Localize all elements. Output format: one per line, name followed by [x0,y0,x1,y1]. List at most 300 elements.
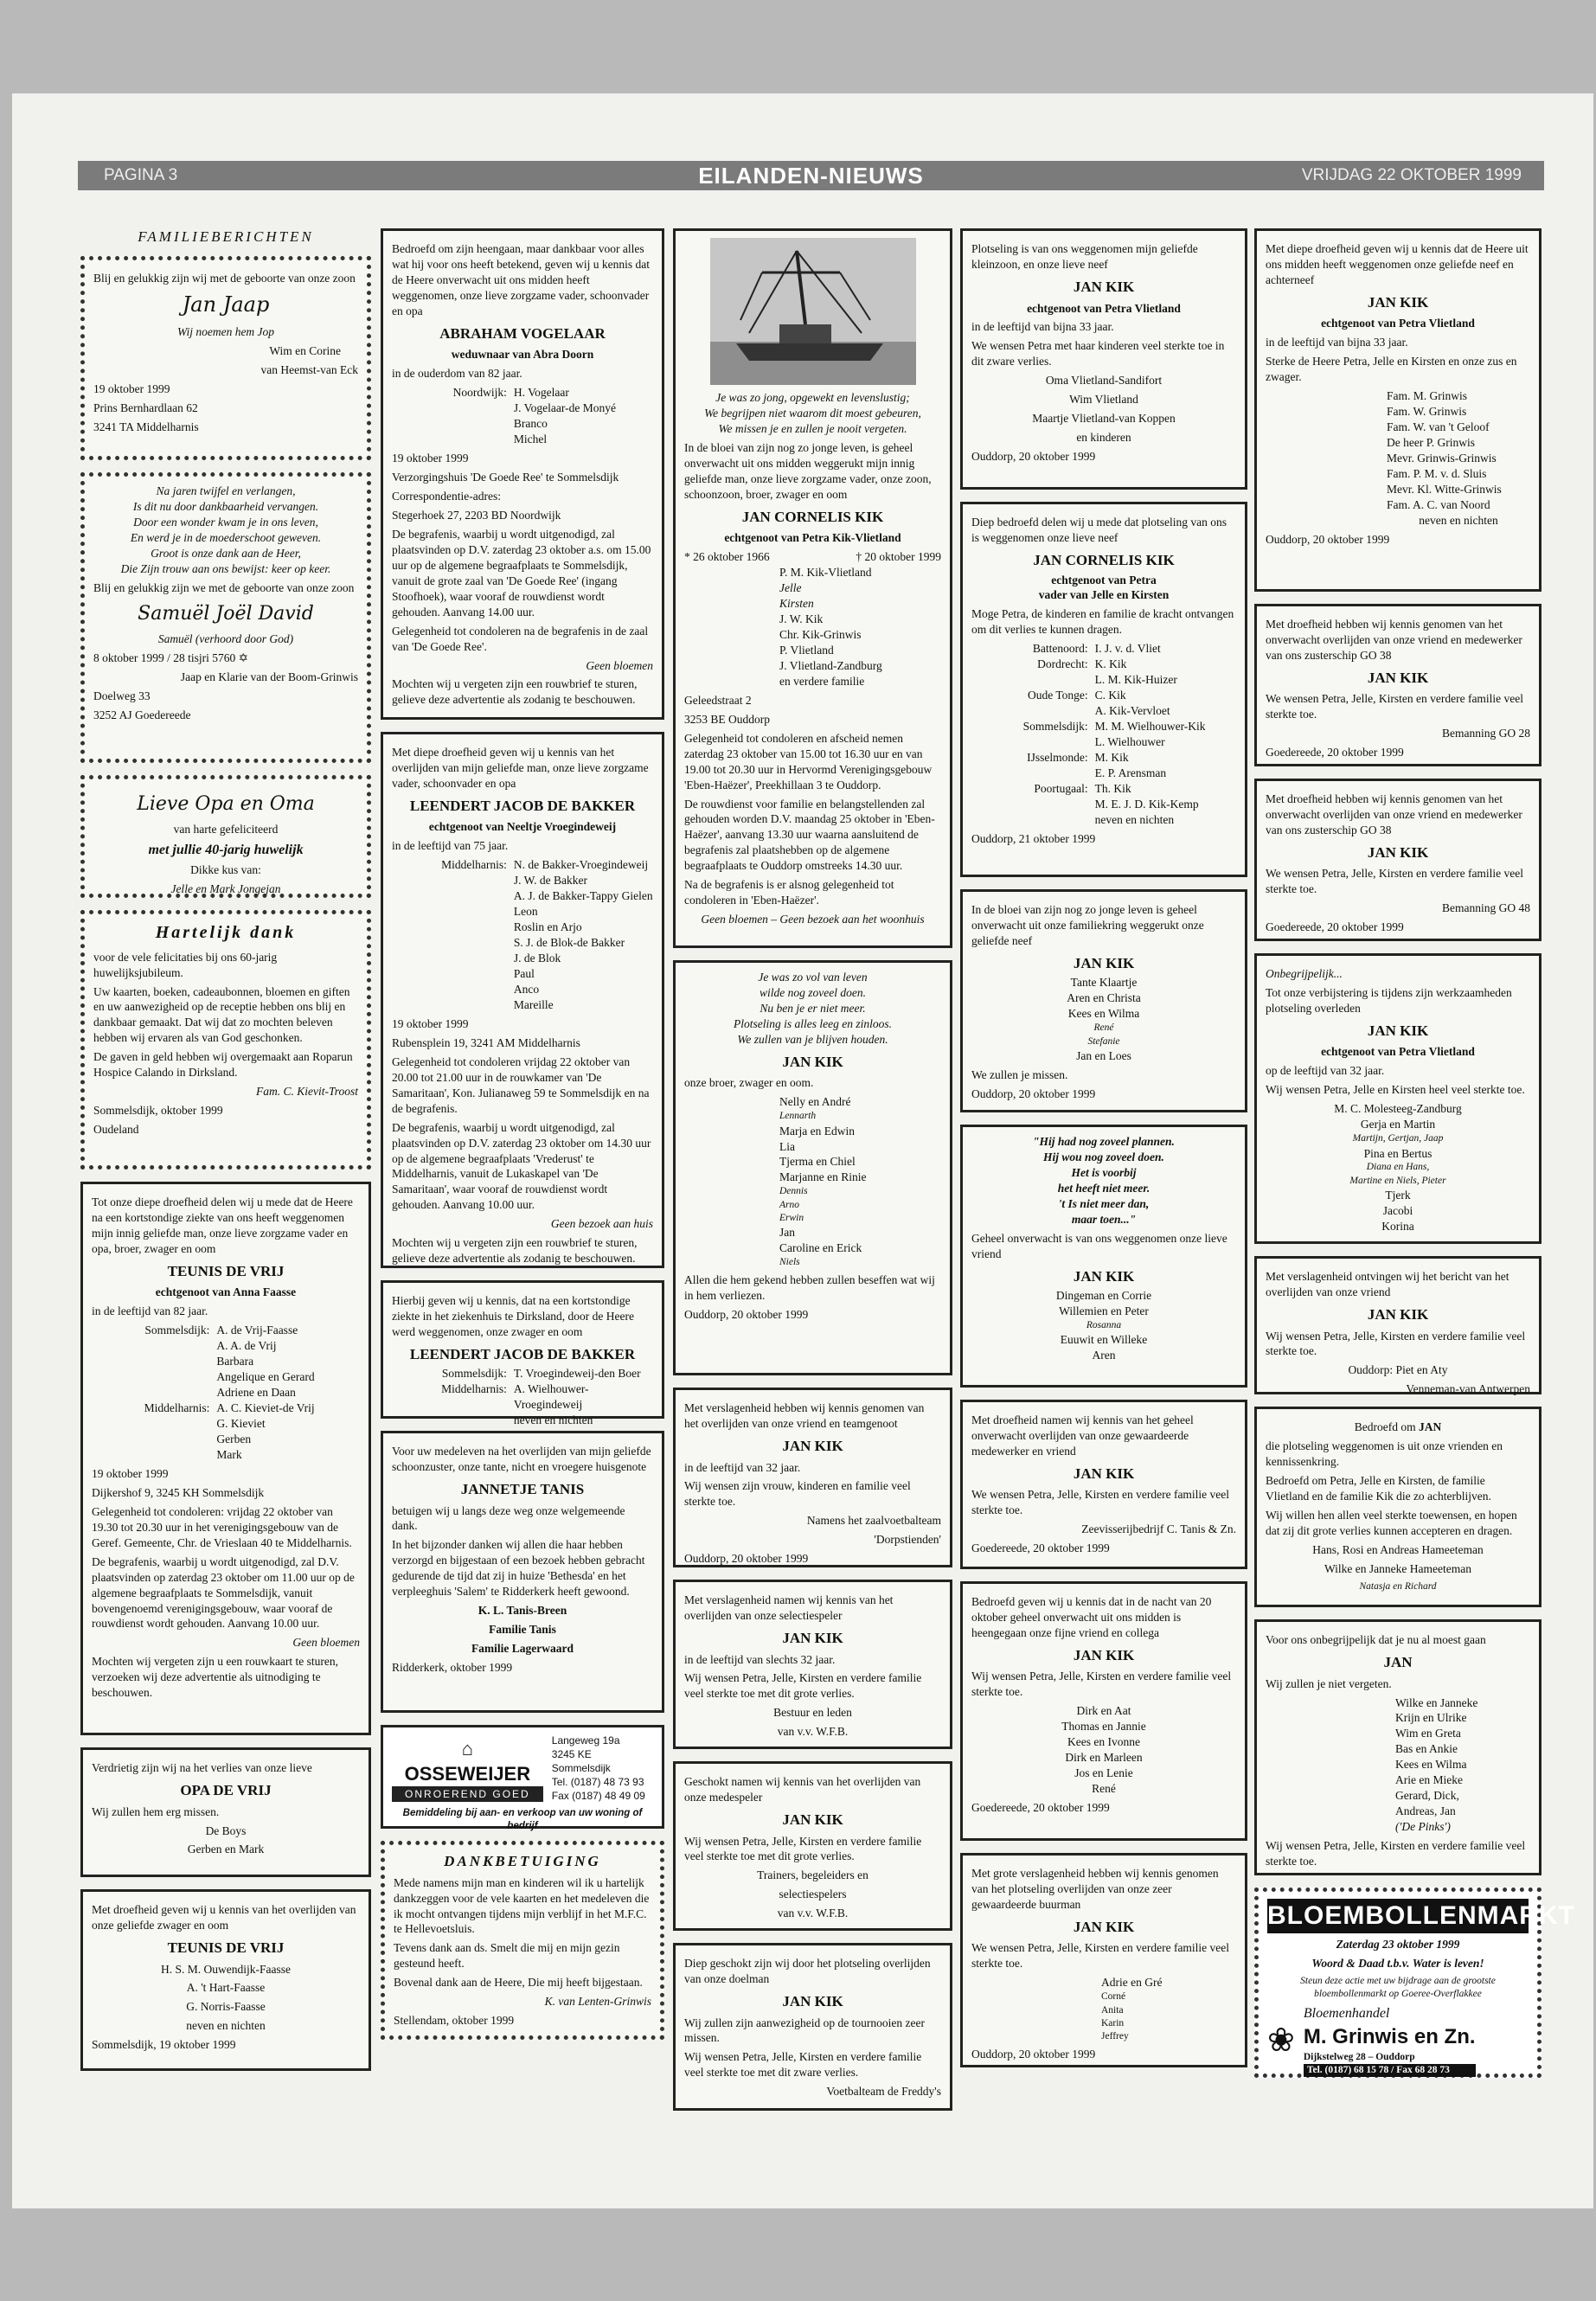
ad-text: Wij wensen Petra, Jelle, Kirsten en verdere familie veel sterkte toe. [1266,1839,1526,1868]
poem-line: "Hij had nog zoveel plannen. [1033,1135,1175,1148]
family-member: Barbara [216,1355,254,1368]
family-member: M. Kik [1094,751,1129,764]
poem-line: Na jaren twijfel en verlangen, [156,484,296,497]
ad-text: Met grote verslagenheid hebben wij kennis genomen van het plotseling overlijden van onze zeer gewaardeerde buurman [971,1867,1219,1911]
family-list [392,385,653,447]
birth-date: * 26 oktober 1966 [684,550,770,564]
family-row [971,719,1236,734]
signature: selectiespelers [779,1888,847,1901]
family-member: Caroline en Erick [779,1241,862,1255]
page-header [78,161,1544,190]
family-list [779,1094,941,1269]
family-member: Dirk en Marleen [1065,1751,1143,1765]
death-date: † 20 oktober 1999 [856,550,941,564]
event-place: Woord & Daad t.b.v. Water is leven! [1311,1956,1484,1970]
deceased-name: JAN KIK [1367,293,1429,311]
family-member: Lia [779,1139,795,1153]
ad-text: die plotseling weggenomen is uit onze vrienden en kennissenkring. [1266,1439,1503,1468]
family-row [971,750,1236,766]
family-place [92,1447,216,1463]
signature: Ouddorp: Piet en Aty [1348,1363,1448,1377]
ad-text: Met verslagenheid namen wij kennis van het overlijden van onze selectiespeler [684,1593,894,1622]
family-member: Jan en Loes [1076,1048,1131,1062]
family-member: ('De Pinks') [1395,1820,1451,1834]
family-member: Tjerk [1385,1189,1411,1202]
ad-text: De begrafenis, waarbij u wordt uitgenodigd, zal plaatsvinden op D.V. zaterdag 23 oktober om 14.30 uur op de algemene begraafplaats 'Vrederust' te Middelharnis, vanuit de Lukaskapel van 'De Samaritaan', waar vooraf de rouwdienst wordt gehouden. Aanvang 10.00 uur. [392,1120,651,1212]
ad-text: Wij wensen Petra, Jelle en Kirsten heel veel sterkte toe. [1266,1083,1525,1097]
family-member: Marja en Edwin [779,1124,855,1138]
family-row [392,904,653,920]
ad-text: Wij zullen zijn aanwezigheid op de tournooien zeer missen. [684,2016,925,2045]
family-member: J. W. Kik [779,612,824,626]
family-member: Andreas, Jan [1395,1804,1456,1818]
family-row [92,1400,360,1416]
sponsor-name: M. Grinwis en Zn. [1303,2024,1476,2048]
parents: van Heemst-van Eck [260,362,358,376]
family-place [971,797,1095,812]
deceased-name: JAN KIK [782,1629,843,1646]
deceased-name: JANNETJE TANIS [460,1480,585,1497]
ad-text: Wij wensen Petra, Jelle, Kirsten en verdere familie veel sterkte toe met dit grote verlies. [684,1671,922,1701]
poem-line: Nu ben je er niet meer. [760,1001,866,1015]
family-member: M. M. Wielhouwer-Kik [1094,720,1206,734]
family-member: Wim Vlietland [1069,393,1138,407]
contact-info [552,1734,653,1804]
ad-text: Verdrietig zijn wij na het verlies van onze lieve [92,1761,312,1774]
family-member: Anco [513,983,540,996]
family-member: A. C. Kieviet-de Vrij [216,1401,315,1415]
ad-text: We zullen je missen. [971,1067,1068,1081]
ad-text: onze broer, zwager en oom. [684,1076,814,1090]
family-member: Gerja en Martin [1360,1118,1436,1131]
deceased-name: JAN KIK [1367,669,1429,686]
family-member: H. S. M. Ouwendijk-Faasse [161,1962,291,1976]
family-row [392,935,653,951]
family-member: Jeffrey [1101,2031,1129,2042]
place-date: Goedereede, 20 oktober 1999 [1266,920,1404,934]
address: Verzorgingshuis 'De Goede Ree' te Sommelsdijk [392,471,619,484]
deceased-name: JAN KIK [1073,954,1135,971]
date: 19 oktober 1999 [92,1466,169,1480]
ad-text: Geschokt namen wij kennis van het overlijden van onze medespeler [684,1775,921,1804]
family-row [92,1338,360,1354]
family-member: H. Vogelaar [513,386,569,400]
address: 3253 BE Ouddorp [684,712,770,726]
family-member: Fam. A. C. van Noord [1387,497,1490,511]
family-place [392,1413,514,1428]
family-row [392,888,653,904]
ad-text: Met verslagenheid hebben wij kennis genomen van het overlijden van onze vriend en teamgenoot [684,1401,925,1430]
family-list [779,565,941,689]
family-place [392,888,514,904]
family-member: Stefanie [1087,1035,1120,1047]
signature: Voetbalteam de Freddy's [826,2085,941,2099]
ad-text: Mochten wij u vergeten zijn een rouwbrief te sturen, gelieve deze advertentie als zodanig te beschouwen. [392,1236,638,1266]
spouse: echtgenoot van Petra Vlietland [1321,317,1475,330]
deceased-name: JAN KIK [1073,278,1135,295]
family-row [971,672,1236,688]
deceased-name: JAN KIK [782,1811,843,1828]
spouse: vader van Jelle en Kirsten [1038,588,1170,602]
deceased-name: JAN KIK [782,1053,843,1070]
osseweijer-ad [381,1725,664,1832]
family-member: Jos en Lenie [1074,1766,1133,1780]
family-member: I. J. v. d. Vliet [1094,642,1161,656]
place-date: Goedereede, 20 oktober 1999 [971,1541,1110,1555]
family-member: Arie en Mieke [1395,1773,1463,1787]
thanks-ad-2 [381,1841,664,2040]
signature: van v.v. W.F.B. [777,1725,849,1739]
place-date: Goedereede, 20 oktober 1999 [971,1801,1110,1815]
boat-photo [710,238,916,385]
obituary-jan-kik-friends [960,1125,1247,1388]
family-member: J. de Blok [513,952,561,965]
signature: Namens het zaalvoetbalteam [806,1514,941,1528]
place-date: Ouddorp, 20 oktober 1999 [684,1308,809,1322]
ad-text: Samuël (verhoord door God) [157,631,294,645]
signature: Familie Lagerwaard [471,1642,574,1656]
ad-text: Geen bloemen – Geen bezoek aan het woonhuis [701,913,925,926]
ad-text: Wij wensen Petra, Jelle, Kirsten en verdere familie veel sterkte toe. [971,1670,1232,1699]
family-member: J. W. de Bakker [513,874,587,888]
ad-text: We wensen Petra, Jelle, Kirsten en verdere familie veel sterkte toe. [971,1488,1230,1517]
family-place: IJsselmonde: [1027,751,1088,764]
ad-content [392,1734,653,1804]
date: 19 oktober 1999 [392,1016,469,1030]
ad-text: De begrafenis, waarbij u wordt uitgenodigd, zal plaatsvinden op D.V. zaterdag 23 oktober a.s. om 15.00 uur op de algemene begraafplaats te Sommelsdijk, vanuit de grote zaal van 'De Goede Ree' (ingang Stoofhoek), waar vooraf de rouwdienst wordt gehouden. Aanvang 14.00 uur. [392,527,651,619]
masthead: EILANDEN-NIEUWS [698,163,924,189]
obituary-leendert-de-bakker-2 [381,1280,664,1427]
family-member: A. Kik-Vervloet [1094,704,1170,718]
family-member: L. M. Kik-Huizer [1094,673,1177,687]
poem-line: Die Zijn trouw aan ons bewijst: keer op keer. [120,561,331,575]
ad-text: in de leeftijd van bijna 33 jaar. [971,320,1114,334]
place-date: Ridderkerk, oktober 1999 [392,1661,513,1675]
family-member: neven en nichten [1419,513,1498,527]
family-place [92,1416,216,1432]
deceased-name: JAN KIK [1367,1305,1429,1323]
obituary-jan-cornelis-kik-2 [960,502,1247,877]
family-list [392,857,653,1013]
poem-line: We begrijpen niet waarom dit moest gebeuren, [704,406,921,420]
family-member: Nelly en André [779,1095,851,1109]
ad-text: Met droefheid hebben wij kennis genomen van het onverwacht overlijden van onze vriend en medewerker van ons zusterschip GO 38 [1266,618,1522,662]
spouse: echtgenoot van Anna Faasse [155,1285,297,1299]
poem-line: We missen je en zullen je nooit vergeten. [718,421,907,435]
signature: Trainers, begeleiders en [757,1868,869,1882]
ad-title: Hartelijk dank [155,923,297,942]
obituary-jan-kik-grinwis [1254,228,1542,592]
obituary-jan-cornelis-kik [673,228,952,948]
family-place [971,672,1095,688]
obituary-jan-hameeteman [1254,1407,1542,1607]
deceased-name: JAN KIK [782,1437,843,1454]
ad-text: Bedroefd om [1354,1420,1416,1433]
sponsor-type: Bloemenhandel [1303,2006,1390,2022]
ad-text: Voor ons onbegrijpelijk dat je nu al moest gaan [1266,1633,1486,1646]
family-member: Anita [1101,2004,1124,2016]
family-member: Adriene en Daan [216,1386,296,1400]
date: 19 oktober 1999 [93,381,170,395]
place-date: Ouddorp, 20 oktober 1999 [971,1086,1096,1100]
family-member: Aren en Christa [1067,991,1141,1005]
family-row [392,401,653,416]
poem-line: Het is voorbij [1071,1165,1137,1179]
family-member: Arno [779,1199,799,1210]
poem [684,970,941,1048]
ad-text: De Boys [205,1823,247,1837]
ad-text: In het bijzonder danken wij allen die haar hebben verzorgd en bijgestaan of een bezoek hebben gebracht gedurende de tijd dat zij in huize 'Bethesda' en het verpleeghuis 'Salem' te Ridderkerk heeft gewoond. [392,1538,645,1599]
family-member: Dirk en Aat [1076,1704,1131,1718]
ad-text: op de leeftijd van 32 jaar. [1266,1064,1385,1078]
ad-text: Diep geschokt zijn wij door het plotseling overlijden van onze doelman [684,1957,931,1985]
signature: van v.v. W.F.B. [777,1907,849,1920]
obituary-jan-kik-tanis [960,1400,1247,1569]
family-row [392,416,653,432]
family-list [392,1366,653,1428]
family-member: G. Norris-Faasse [186,2000,266,2014]
deceased-name: JAN KIK [1073,1918,1135,1935]
ad-text: Tot onze diepe droefheid delen wij u mede dat de Heere na een kortstondige ziekte van ons heeft weggenomen mijn innig geliefde man, onze lieve zorgzame vader en opa, broer, zwager en oom [92,1195,353,1255]
event-date: Zaterdag 23 oktober 1999 [1336,1937,1460,1951]
ad-text: Dikke kus van: [190,863,261,877]
family-member: L. Wielhouwer [1094,735,1165,749]
deceased-name: JAN [1383,1653,1413,1670]
family-member: Willemien en Peter [1059,1304,1149,1318]
family-place [392,982,514,997]
ad-text: Na de begrafenis is er alsnog gelegenheid tot condoleren in 'Eben-Haëzer'. [684,878,894,907]
ad-text: Wij noemen hem Jop [176,324,275,338]
poem-line: Door een wonder kwam je in ons leven, [133,515,318,529]
family-place: Noordwijk: [452,386,507,400]
ad-text: in de ouderdom van 82 jaar. [392,367,522,381]
ad-text: Mede namens mijn man en kinderen wil ik u hartelijk dankzeggen voor de vele kaarten en het medeleven die ik mocht ontvangen tijdens mijn verblijf in het M.F.C. te Hellevoetsluis. [394,1875,650,1936]
family-row [392,966,653,982]
family-row [971,641,1236,657]
family-member: E. P. Arensman [1094,766,1167,779]
ad-text: In de bloei van zijn nog zo jonge leven, is geheel onverwacht uit ons midden weggerukt mijn innig geliefde man, onze lieve zorgzame vader, onze zoon, schoonzoon, broer, zwager en oom [684,440,932,501]
ad-text: De gaven in geld hebben wij overgemaakt aan Roparun Hospice Calando in Dirksland. [93,1050,353,1080]
family-row [392,1413,653,1428]
obituary-jan-kik-tante [960,889,1247,1112]
obituary-jan-kik-freddys [673,1943,952,2111]
family-member: Martijn, Gertjan, Jaap [1352,1133,1444,1144]
family-member: Marjanne en Rinie [779,1170,867,1184]
family-member: M. E. J. D. Kik-Kemp [1094,797,1199,811]
family-place: Sommelsdijk: [441,1367,507,1381]
deceased-name: JAN CORNELIS KIK [741,508,884,525]
family-place [92,1354,216,1369]
family-member: P. M. Kik-Vlietland [779,566,872,580]
deceased-name: ABRAHAM VOGELAAR [439,324,606,342]
poem-line: 't Is niet meer dan, [1058,1196,1150,1210]
ad-text: Moge Petra, de kinderen en familie de kracht ontvangen om dit verlies te kunnen dragen. [971,607,1234,637]
place-date: Ouddorp, 20 oktober 1999 [971,450,1096,464]
column-1 [80,228,371,2083]
family-row [971,797,1236,812]
family-member: Karin [1101,2017,1125,2029]
family-member: Jelle [779,581,802,595]
ad-text: in de leeftijd van slechts 32 jaar. [684,1652,836,1666]
ad-text: Blij en gelukkig zijn we met de geboorte van onze zoon [93,580,355,594]
ad-text: in de leeftijd van 75 jaar. [392,839,509,853]
poem-line: wilde nog zoveel doen. [760,985,866,999]
thanks-ad [80,910,371,1170]
family-member: A. de Vrij-Faasse [216,1324,298,1337]
ad-text: Sterke de Heere Petra, Jelle en Kirsten en onze zus en zwager. [1266,355,1517,384]
address: Correspondentie-adres: [392,490,501,503]
spouse: echtgenoot van Neeltje Vroegindeweij [428,820,617,834]
ad-text: Jelle en Mark Jongejan [170,882,281,896]
deceased-name: LEENDERT JACOB DE BAKKER [409,1345,636,1362]
family-place: Middelharnis: [441,858,507,872]
ad-text: Bedroefd om zijn heengaan, maar dankbaar voor alles wat hij voor ons heeft betekend, geven wij u kennis dat de Heere onverwacht uit ons midden heeft weggenomen, onze lieve zorgzame vader, schoonvader en opa [392,242,651,317]
ad-text: Gelegenheid tot condoleren na de begrafenis in de zaal van 'De Goede Ree'. [392,624,649,653]
logo-text: OSSEWEIJER [392,1761,543,1788]
ad-title: Onbegrijpelijk... [1266,967,1343,980]
address: Rubensplein 19, 3241 AM Middelharnis [392,1035,580,1049]
family-member: P. Vlietland [779,643,834,657]
place-date: Ouddorp, 20 oktober 1999 [971,2048,1096,2061]
section-title: FAMILIEBERICHTEN [138,228,314,245]
family-place [92,1369,216,1385]
family-place [392,873,514,888]
ad-text: Gelegenheid tot condoleren en afscheid nemen zaterdag 23 oktober van 15.00 tot 16.30 uur en van 19.00 tot 20.30 uur in Hervormd Verenigingsgebouw 'Eben-Haëzer', Preekhillaan 3 te Ouddorp. [684,731,933,792]
poem-line: Hij wou nog zoveel doen. [1043,1150,1164,1163]
family-row [92,1354,360,1369]
ad-text: van harte gefeliciteerd [173,823,279,836]
family-member: neven en nichten [1094,812,1175,826]
family-list [971,641,1236,827]
obituary-teunis-de-vrij [80,1182,371,1735]
family-list [971,1703,1236,1797]
obituary-opa-de-vrij [80,1747,371,1877]
family-member: Chr. Kik-Grinwis [779,628,862,641]
family-row [392,873,653,888]
family-member: J. Vlietland-Zandburg [779,658,882,672]
family-place [392,416,514,432]
place-date: Oudeland [93,1123,139,1137]
family-row [392,1366,653,1381]
ad-text: Tot onze verbijstering is tijdens zijn werkzaamheden plotseling overleden [1266,985,1512,1015]
family-member: De heer P. Grinwis [1387,436,1475,450]
family-member: Mark [216,1447,242,1461]
parents: Wim en Corine [269,343,341,357]
ad-text: Bovenal dank aan de Heere, Die mij heeft bijgestaan. [394,1976,643,1990]
ad-text: Steun deze actie met uw bijdrage aan de grootste bloembollenmarkt op Goeree-Overflakkee [1300,1975,1496,2000]
family-row [971,688,1236,703]
family-member: M. C. Molesteeg-Zandburg [1334,1102,1462,1116]
ad-text: in de leeftijd van 82 jaar. [92,1304,208,1318]
issue-date: VRIJDAG 22 OKTOBER 1999 [1301,166,1522,184]
family-member: G. Kieviet [216,1417,266,1431]
spouse: echtgenoot van Petra [1051,573,1157,586]
family-member: N. de Bakker-Vroegindeweij [513,858,649,872]
sponsor-info [1304,2004,1476,2077]
family-member: Branco [513,417,548,431]
family-row [92,1447,360,1463]
parents: Jaap en Klarie van der Boom-Grinwis [180,670,358,683]
family-member: Adrie en Gré [1101,1976,1163,1990]
date: 8 oktober 1999 / 28 tisjri 5760 ✡ [93,651,248,664]
family-member: Diana en Hans, [1366,1162,1430,1173]
ad-text: Allen die hem gekend hebben zullen beseffen wat wij in hem verliezen. [684,1273,935,1303]
obituary-jan-kik-oma [960,228,1247,490]
poem-line: het heeft niet meer. [1057,1181,1151,1195]
family-member: Kees en Ivonne [1067,1735,1140,1749]
ad-text: Wij wensen Petra, Jelle, Kirsten en verdere familie veel sterkte toe met dit zware verlies. [684,2050,922,2080]
family-place: Middelharnis: [144,1401,210,1415]
family-place [392,966,514,982]
ad-text: Met diepe droefheid geven wij u kennis dat de Heere uit ons midden heeft weggenomen onze geliefde neef en achterneef [1266,242,1529,286]
family-member: Fam. P. M. v. d. Sluis [1387,467,1487,481]
signature: Fam. C. Kievit-Troost [255,1085,358,1099]
family-member: Kees en Wilma [1067,1007,1140,1021]
ad-text: Wij zullen je niet vergeten. [1266,1676,1392,1690]
bloembollenmarkt-ad [1254,1888,1575,2078]
family-place [92,1432,216,1447]
family-member: C. Kik [1094,689,1126,702]
ad-text: We wensen Petra, Jelle, Kirsten en verdere familie veel sterkte toe. [1266,692,1524,721]
family-place [971,703,1095,719]
family-row [392,385,653,401]
obituary-jan-kik-family [673,960,952,1375]
family-member: T. Vroegindeweij-den Boer [513,1367,641,1381]
family-member: Maartje Vlietland-van Koppen [1032,412,1176,426]
place-date: Sommelsdijk, oktober 1999 [93,1104,223,1118]
ad-text: Gelegenheid tot condoleren vrijdag 22 oktober van 20.00 tot 21.00 uur in de rouwkamer van 'De Samaritaan', Kon. Julianaweg 59 te Sommelsdijk en na de begrafenis. [392,1054,650,1115]
family-row [392,997,653,1013]
family-place [92,1385,216,1400]
family-row [392,857,653,873]
deceased-name: TEUNIS DE VRIJ [167,1262,285,1279]
family-place: Middelharnis: [441,1382,507,1396]
family-place: Battenoord: [1032,642,1088,656]
poem-line: We zullen van je blijven houden. [737,1032,888,1046]
spouse: echtgenoot van Petra Vlietland [1321,1045,1475,1059]
ad-text: Voor uw medeleven na het overlijden van mijn geliefde schoonzuster, onze tante, nicht en vroegere huisgenote [392,1445,651,1473]
spouse: echtgenoot van Petra Kik-Vlietland [724,531,901,545]
poem-line: Groot is onze dank aan de Heer, [151,546,301,560]
poem-line: Je was zo vol van leven [758,971,868,984]
spouse: weduwnaar van Abra Doorn [451,348,594,362]
ad-text: De rouwdienst voor familie en belangstellenden zal gehouden worden D.V. maandag 25 oktober in 'Eben-Haëzer', aanvang 13.30 uur waarna aansluitend de begrafenis zal plaatshebben op de algemene begraafplaats te Ouddorp omstreeks 14.30 uur. [684,797,935,873]
family-member: René [1092,1782,1116,1796]
family-member: en kinderen [1076,431,1131,445]
ad-text: Bedroefd geven wij u kennis dat in de nacht van 20 oktober geheel onverwacht uit ons midden is heengegaan onze fijne vriend en collega [971,1595,1212,1639]
column-3 [673,228,952,2123]
family-member: Angelique en Gerard [216,1370,315,1384]
obituary-jan-kik-go48 [1254,779,1542,941]
family-member: Leon [513,905,538,919]
family-member: A. A. de Vrij [216,1339,277,1353]
phone: Tel. (0187) 68 15 78 / Fax 68 28 73 [1304,2064,1476,2077]
family-member: Kees en Wilma [1395,1758,1467,1772]
family-place: Oude Tonge: [1027,689,1088,702]
family-place [392,935,514,951]
address: Dijkershof 9, 3245 KH Sommelsdijk [92,1485,265,1499]
ad-text: in de leeftijd van bijna 33 jaar. [1266,336,1408,349]
family-place: Sommelsdijk: [144,1324,210,1337]
family-list [1387,388,1530,529]
signature: 'Dorpstienden' [874,1533,941,1547]
ad-text: Plotseling is van ons weggenomen mijn geliefde kleinzoon, en onze lieve neef [971,242,1198,271]
family-place [971,812,1095,828]
family-place [971,766,1095,781]
family-member: Kirsten [779,597,814,611]
child-name: Jan Jaap [182,292,270,317]
obituary-abraham-vogelaar [381,228,664,720]
